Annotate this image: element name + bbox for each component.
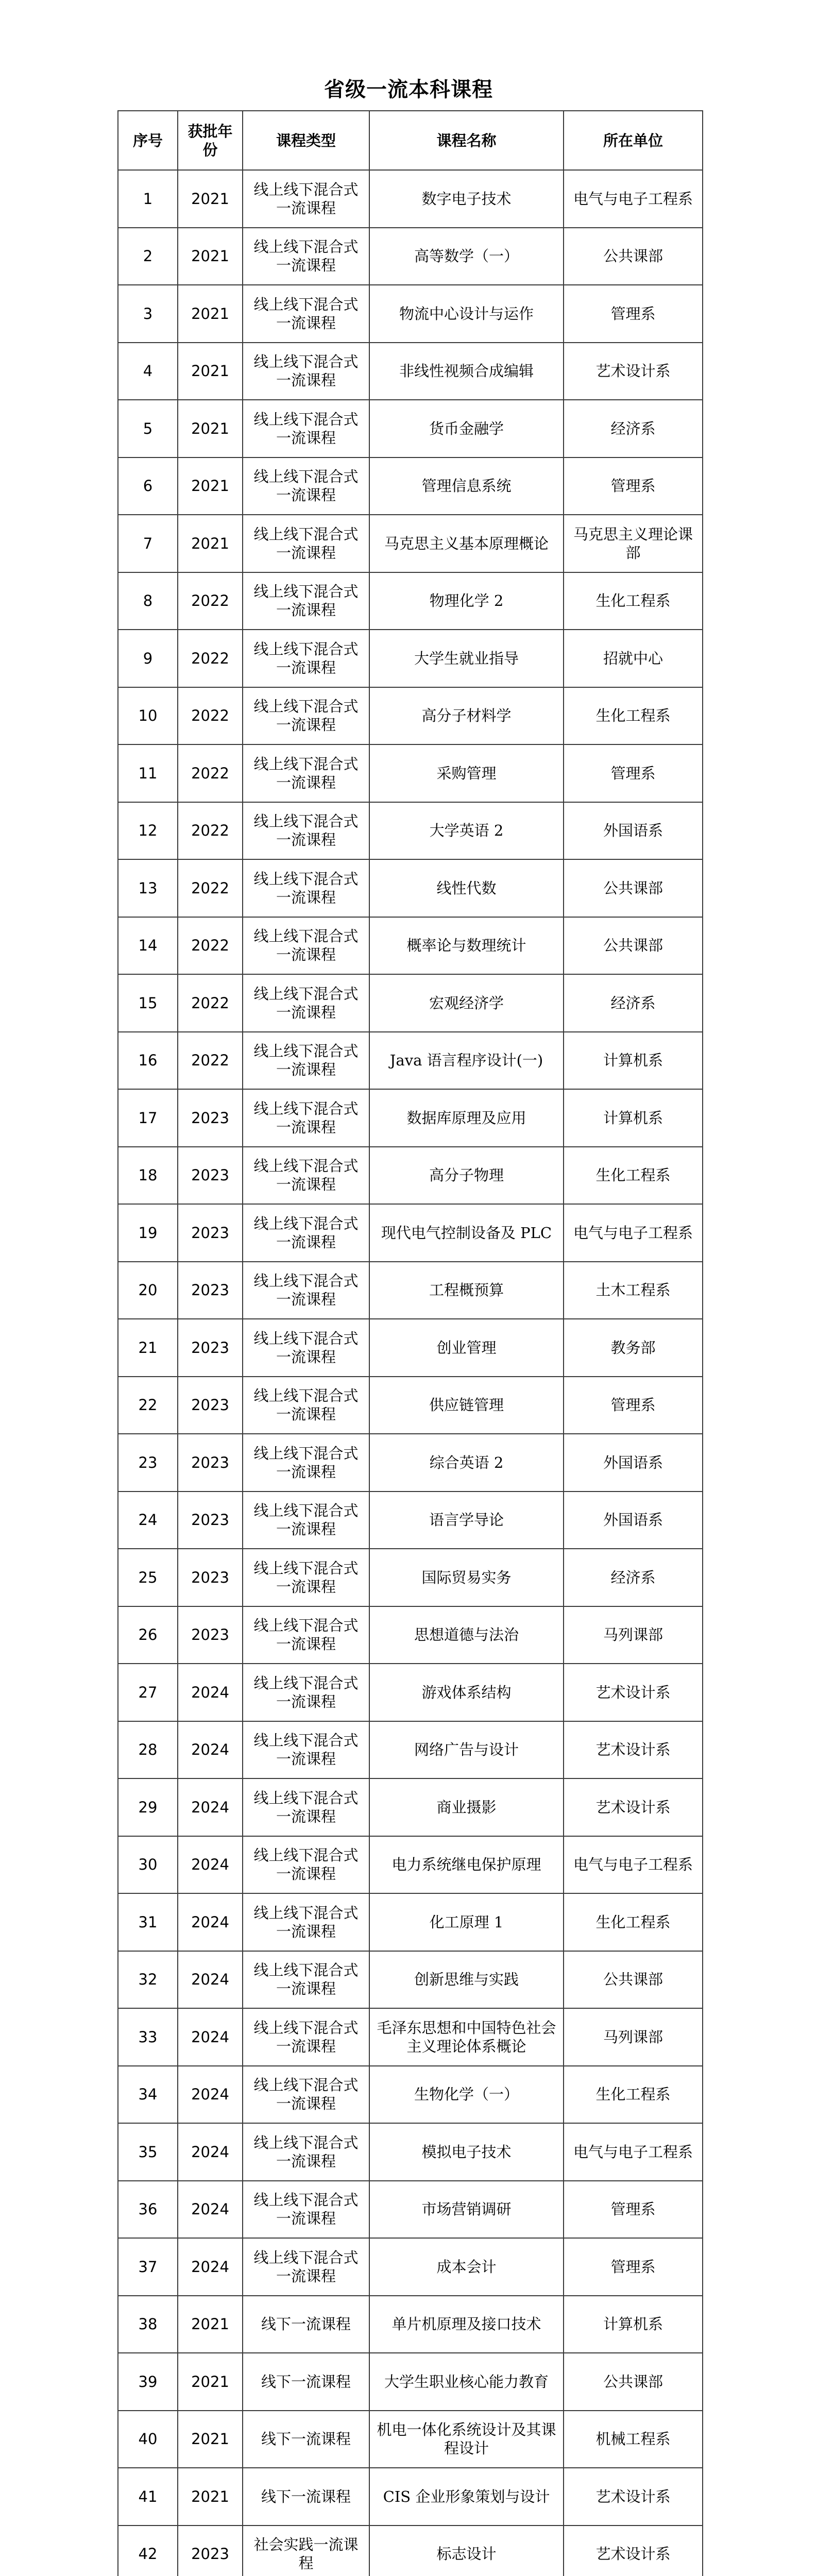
table-row xyxy=(118,802,703,860)
cell-year: 2022 xyxy=(178,744,243,802)
cell-department: 经济系 xyxy=(564,400,703,457)
cell-department: 计算机系 xyxy=(564,1032,703,1090)
cell-course-name: 高等数学（一） xyxy=(369,228,564,285)
cell-department: 管理系 xyxy=(564,1377,703,1434)
cell-course-name: 模拟电子技术 xyxy=(369,2123,564,2181)
cell-department: 公共课部 xyxy=(564,228,703,285)
cell-course-type: 线上线下混合式一流课程 xyxy=(243,1319,369,1377)
table-row xyxy=(118,1204,703,1262)
cell-course-type: 线上线下混合式一流课程 xyxy=(243,1721,369,1779)
cell-course-type: 线上线下混合式一流课程 xyxy=(243,1893,369,1951)
cell-course-name: 毛泽东思想和中国特色社会主义理论体系概论 xyxy=(369,2008,564,2066)
cell-year: 2024 xyxy=(178,1951,243,2009)
cell-course-name: 生物化学（一） xyxy=(369,2066,564,2124)
cell-index: 12 xyxy=(118,802,178,860)
cell-course-name: 电力系统继电保护原理 xyxy=(369,1836,564,1894)
table-row xyxy=(118,2238,703,2296)
cell-index: 39 xyxy=(118,2353,178,2411)
cell-index: 24 xyxy=(118,1492,178,1549)
cell-department: 计算机系 xyxy=(564,1089,703,1147)
cell-course-name: 网络广告与设计 xyxy=(369,1721,564,1779)
cell-year: 2023 xyxy=(178,1089,243,1147)
cell-year: 2022 xyxy=(178,630,243,687)
cell-course-name: 创业管理 xyxy=(369,1319,564,1377)
cell-department: 外国语系 xyxy=(564,1434,703,1492)
cell-department: 马克思主义理论课部 xyxy=(564,515,703,572)
table-row xyxy=(118,630,703,687)
cell-department: 公共课部 xyxy=(564,917,703,975)
cell-year: 2022 xyxy=(178,572,243,630)
cell-index: 17 xyxy=(118,1089,178,1147)
cell-year: 2024 xyxy=(178,1836,243,1894)
header-department: 所在单位 xyxy=(564,111,703,170)
table-row xyxy=(118,1492,703,1549)
table-row xyxy=(118,1606,703,1664)
cell-course-name: 马克思主义基本原理概论 xyxy=(369,515,564,572)
cell-course-name: 高分子物理 xyxy=(369,1147,564,1205)
cell-year: 2021 xyxy=(178,400,243,457)
cell-course-type: 线上线下混合式一流课程 xyxy=(243,1836,369,1894)
cell-department: 艺术设计系 xyxy=(564,2526,703,2576)
cell-department: 电气与电子工程系 xyxy=(564,170,703,228)
table-row xyxy=(118,2008,703,2066)
cell-course-name: 物流中心设计与运作 xyxy=(369,285,564,343)
cell-department: 经济系 xyxy=(564,974,703,1032)
table-row xyxy=(118,170,703,228)
table-row xyxy=(118,2411,703,2468)
cell-year: 2021 xyxy=(178,228,243,285)
cell-department: 招就中心 xyxy=(564,630,703,687)
cell-index: 35 xyxy=(118,2123,178,2181)
cell-course-type: 社会实践一流课程 xyxy=(243,2526,369,2576)
cell-department: 教务部 xyxy=(564,1319,703,1377)
cell-course-name: 线性代数 xyxy=(369,859,564,917)
cell-year: 2021 xyxy=(178,2353,243,2411)
cell-year: 2024 xyxy=(178,2008,243,2066)
cell-year: 2023 xyxy=(178,1377,243,1434)
cell-index: 5 xyxy=(118,400,178,457)
cell-year: 2022 xyxy=(178,917,243,975)
table-row xyxy=(118,2468,703,2526)
cell-index: 22 xyxy=(118,1377,178,1434)
cell-course-name: 标志设计 xyxy=(369,2526,564,2576)
table-row xyxy=(118,343,703,400)
cell-course-type: 线下一流课程 xyxy=(243,2411,369,2468)
table-row xyxy=(118,1778,703,1836)
header-course-name: 课程名称 xyxy=(369,111,564,170)
cell-course-name: 高分子材料学 xyxy=(369,687,564,745)
cell-course-type: 线上线下混合式一流课程 xyxy=(243,2123,369,2181)
header-course-type: 课程类型 xyxy=(243,111,369,170)
cell-course-type: 线下一流课程 xyxy=(243,2296,369,2353)
cell-year: 2021 xyxy=(178,170,243,228)
cell-course-type: 线上线下混合式一流课程 xyxy=(243,400,369,457)
cell-department: 机械工程系 xyxy=(564,2411,703,2468)
cell-index: 11 xyxy=(118,744,178,802)
cell-course-name: 语言学导论 xyxy=(369,1492,564,1549)
table-row xyxy=(118,572,703,630)
cell-department: 计算机系 xyxy=(564,2296,703,2353)
cell-department: 经济系 xyxy=(564,1549,703,1606)
cell-course-type: 线上线下混合式一流课程 xyxy=(243,1262,369,1319)
cell-index: 10 xyxy=(118,687,178,745)
cell-course-type: 线上线下混合式一流课程 xyxy=(243,1606,369,1664)
table-row xyxy=(118,687,703,745)
cell-course-type: 线上线下混合式一流课程 xyxy=(243,515,369,572)
cell-department: 艺术设计系 xyxy=(564,343,703,400)
cell-course-name: Java 语言程序设计(一) xyxy=(369,1032,564,1090)
cell-year: 2024 xyxy=(178,2123,243,2181)
cell-course-type: 线上线下混合式一流课程 xyxy=(243,343,369,400)
cell-course-type: 线上线下混合式一流课程 xyxy=(243,1664,369,1721)
cell-course-type: 线上线下混合式一流课程 xyxy=(243,974,369,1032)
table-row xyxy=(118,400,703,457)
cell-course-name: 大学英语 2 xyxy=(369,802,564,860)
cell-index: 30 xyxy=(118,1836,178,1894)
cell-year: 2022 xyxy=(178,859,243,917)
table-row xyxy=(118,2526,703,2576)
table-row xyxy=(118,2066,703,2124)
cell-department: 外国语系 xyxy=(564,1492,703,1549)
cell-year: 2022 xyxy=(178,687,243,745)
cell-year: 2024 xyxy=(178,2238,243,2296)
cell-year: 2024 xyxy=(178,1893,243,1951)
cell-index: 7 xyxy=(118,515,178,572)
table-row xyxy=(118,917,703,975)
first-class-courses-table xyxy=(117,110,703,2576)
table-row xyxy=(118,2353,703,2411)
cell-year: 2023 xyxy=(178,1147,243,1205)
cell-index: 16 xyxy=(118,1032,178,1090)
cell-index: 2 xyxy=(118,228,178,285)
cell-year: 2021 xyxy=(178,2296,243,2353)
cell-index: 19 xyxy=(118,1204,178,1262)
header-year: 获批年份 xyxy=(178,111,243,170)
cell-course-name: 单片机原理及接口技术 xyxy=(369,2296,564,2353)
cell-year: 2021 xyxy=(178,2411,243,2468)
table-row xyxy=(118,228,703,285)
cell-course-name: 数字电子技术 xyxy=(369,170,564,228)
cell-course-type: 线上线下混合式一流课程 xyxy=(243,744,369,802)
cell-course-type: 线上线下混合式一流课程 xyxy=(243,572,369,630)
cell-course-name: 概率论与数理统计 xyxy=(369,917,564,975)
cell-department: 艺术设计系 xyxy=(564,1778,703,1836)
cell-year: 2021 xyxy=(178,285,243,343)
cell-course-type: 线上线下混合式一流课程 xyxy=(243,1778,369,1836)
cell-course-name: 管理信息系统 xyxy=(369,457,564,515)
cell-course-name: 数据库原理及应用 xyxy=(369,1089,564,1147)
cell-index: 37 xyxy=(118,2238,178,2296)
table-row xyxy=(118,457,703,515)
cell-index: 31 xyxy=(118,1893,178,1951)
cell-index: 28 xyxy=(118,1721,178,1779)
cell-course-name: 游戏体系结构 xyxy=(369,1664,564,1721)
table-row xyxy=(118,974,703,1032)
cell-course-name: 供应链管理 xyxy=(369,1377,564,1434)
cell-course-type: 线上线下混合式一流课程 xyxy=(243,1089,369,1147)
cell-course-type: 线上线下混合式一流课程 xyxy=(243,1377,369,1434)
header-index: 序号 xyxy=(118,111,178,170)
cell-course-type: 线上线下混合式一流课程 xyxy=(243,457,369,515)
cell-course-type: 线上线下混合式一流课程 xyxy=(243,170,369,228)
table-row xyxy=(118,1549,703,1606)
cell-department: 管理系 xyxy=(564,744,703,802)
cell-course-type: 线上线下混合式一流课程 xyxy=(243,917,369,975)
table-row xyxy=(118,1664,703,1721)
cell-course-name: 成本会计 xyxy=(369,2238,564,2296)
cell-course-name: 机电一体化系统设计及其课程设计 xyxy=(369,2411,564,2468)
table-row xyxy=(118,1893,703,1951)
cell-course-type: 线上线下混合式一流课程 xyxy=(243,1434,369,1492)
table-row xyxy=(118,1319,703,1377)
cell-year: 2023 xyxy=(178,2526,243,2576)
table-row xyxy=(118,285,703,343)
table-row xyxy=(118,2181,703,2239)
cell-index: 26 xyxy=(118,1606,178,1664)
cell-department: 艺术设计系 xyxy=(564,2468,703,2526)
cell-course-type: 线上线下混合式一流课程 xyxy=(243,1147,369,1205)
cell-course-name: 非线性视频合成编辑 xyxy=(369,343,564,400)
cell-course-type: 线上线下混合式一流课程 xyxy=(243,1951,369,2009)
cell-year: 2024 xyxy=(178,2181,243,2239)
cell-course-type: 线上线下混合式一流课程 xyxy=(243,1032,369,1090)
table-row xyxy=(118,1377,703,1434)
cell-year: 2021 xyxy=(178,343,243,400)
cell-year: 2023 xyxy=(178,1262,243,1319)
cell-year: 2023 xyxy=(178,1204,243,1262)
table-row xyxy=(118,1434,703,1492)
cell-index: 1 xyxy=(118,170,178,228)
cell-course-name: 创新思维与实践 xyxy=(369,1951,564,2009)
cell-index: 15 xyxy=(118,974,178,1032)
cell-course-type: 线上线下混合式一流课程 xyxy=(243,285,369,343)
cell-course-type: 线上线下混合式一流课程 xyxy=(243,859,369,917)
cell-year: 2023 xyxy=(178,1492,243,1549)
cell-course-type: 线上线下混合式一流课程 xyxy=(243,1549,369,1606)
cell-index: 23 xyxy=(118,1434,178,1492)
cell-course-type: 线上线下混合式一流课程 xyxy=(243,687,369,745)
cell-course-name: 现代电气控制设备及 PLC xyxy=(369,1204,564,1262)
cell-year: 2021 xyxy=(178,2468,243,2526)
table-row xyxy=(118,515,703,572)
cell-course-name: 化工原理 1 xyxy=(369,1893,564,1951)
cell-course-name: 物理化学 2 xyxy=(369,572,564,630)
table-row xyxy=(118,1147,703,1205)
cell-course-name: 商业摄影 xyxy=(369,1778,564,1836)
cell-course-name: 大学生职业核心能力教育 xyxy=(369,2353,564,2411)
cell-year: 2024 xyxy=(178,1721,243,1779)
cell-year: 2023 xyxy=(178,1434,243,1492)
cell-course-name: 综合英语 2 xyxy=(369,1434,564,1492)
cell-department: 艺术设计系 xyxy=(564,1721,703,1779)
cell-index: 6 xyxy=(118,457,178,515)
cell-course-type: 线上线下混合式一流课程 xyxy=(243,2008,369,2066)
cell-course-name: 大学生就业指导 xyxy=(369,630,564,687)
section1-title: 省级一流本科课程 xyxy=(324,77,493,101)
table-row xyxy=(118,1262,703,1319)
cell-department: 电气与电子工程系 xyxy=(564,1204,703,1262)
cell-course-name: 国际贸易实务 xyxy=(369,1549,564,1606)
cell-department: 公共课部 xyxy=(564,859,703,917)
cell-index: 41 xyxy=(118,2468,178,2526)
cell-index: 4 xyxy=(118,343,178,400)
cell-index: 21 xyxy=(118,1319,178,1377)
cell-course-name: 宏观经济学 xyxy=(369,974,564,1032)
cell-department: 管理系 xyxy=(564,2181,703,2239)
cell-year: 2022 xyxy=(178,1032,243,1090)
cell-course-name: 采购管理 xyxy=(369,744,564,802)
table-row xyxy=(118,1089,703,1147)
cell-index: 8 xyxy=(118,572,178,630)
table-row xyxy=(118,1032,703,1090)
cell-year: 2023 xyxy=(178,1319,243,1377)
cell-department: 马列课部 xyxy=(564,1606,703,1664)
cell-index: 42 xyxy=(118,2526,178,2576)
table-row xyxy=(118,744,703,802)
table-header-row xyxy=(118,111,703,170)
cell-year: 2023 xyxy=(178,1549,243,1606)
cell-course-name: 市场营销调研 xyxy=(369,2181,564,2239)
cell-index: 27 xyxy=(118,1664,178,1721)
table-row xyxy=(118,1836,703,1894)
table-row xyxy=(118,2296,703,2353)
cell-department: 管理系 xyxy=(564,2238,703,2296)
cell-department: 生化工程系 xyxy=(564,572,703,630)
cell-index: 40 xyxy=(118,2411,178,2468)
table-row xyxy=(118,1951,703,2009)
table-row xyxy=(118,2123,703,2181)
cell-index: 32 xyxy=(118,1951,178,2009)
cell-course-type: 线下一流课程 xyxy=(243,2468,369,2526)
table-row xyxy=(118,1721,703,1779)
cell-department: 电气与电子工程系 xyxy=(564,1836,703,1894)
cell-index: 38 xyxy=(118,2296,178,2353)
cell-index: 36 xyxy=(118,2181,178,2239)
cell-department: 公共课部 xyxy=(564,2353,703,2411)
cell-index: 33 xyxy=(118,2008,178,2066)
cell-course-type: 线上线下混合式一流课程 xyxy=(243,1204,369,1262)
cell-department: 管理系 xyxy=(564,457,703,515)
cell-course-type: 线上线下混合式一流课程 xyxy=(243,630,369,687)
cell-department: 生化工程系 xyxy=(564,1147,703,1205)
cell-department: 生化工程系 xyxy=(564,1893,703,1951)
cell-year: 2024 xyxy=(178,2066,243,2124)
cell-course-type: 线上线下混合式一流课程 xyxy=(243,228,369,285)
cell-index: 29 xyxy=(118,1778,178,1836)
cell-department: 生化工程系 xyxy=(564,2066,703,2124)
cell-index: 34 xyxy=(118,2066,178,2124)
cell-course-name: CIS 企业形象策划与设计 xyxy=(369,2468,564,2526)
cell-year: 2022 xyxy=(178,974,243,1032)
cell-department: 电气与电子工程系 xyxy=(564,2123,703,2181)
table-row xyxy=(118,859,703,917)
cell-course-type: 线上线下混合式一流课程 xyxy=(243,2181,369,2239)
cell-course-name: 工程概预算 xyxy=(369,1262,564,1319)
cell-department: 马列课部 xyxy=(564,2008,703,2066)
cell-year: 2024 xyxy=(178,1778,243,1836)
cell-index: 9 xyxy=(118,630,178,687)
cell-department: 艺术设计系 xyxy=(564,1664,703,1721)
cell-year: 2022 xyxy=(178,802,243,860)
cell-index: 3 xyxy=(118,285,178,343)
cell-course-name: 思想道德与法治 xyxy=(369,1606,564,1664)
cell-index: 13 xyxy=(118,859,178,917)
cell-course-type: 线上线下混合式一流课程 xyxy=(243,2066,369,2124)
cell-department: 管理系 xyxy=(564,285,703,343)
cell-year: 2023 xyxy=(178,1606,243,1664)
cell-course-type: 线上线下混合式一流课程 xyxy=(243,1492,369,1549)
cell-index: 25 xyxy=(118,1549,178,1606)
cell-department: 生化工程系 xyxy=(564,687,703,745)
cell-course-name: 货币金融学 xyxy=(369,400,564,457)
cell-year: 2021 xyxy=(178,457,243,515)
cell-year: 2024 xyxy=(178,1664,243,1721)
cell-course-type: 线上线下混合式一流课程 xyxy=(243,802,369,860)
cell-course-type: 线上线下混合式一流课程 xyxy=(243,2238,369,2296)
cell-department: 公共课部 xyxy=(564,1951,703,2009)
cell-year: 2021 xyxy=(178,515,243,572)
cell-index: 20 xyxy=(118,1262,178,1319)
cell-index: 18 xyxy=(118,1147,178,1205)
cell-department: 外国语系 xyxy=(564,802,703,860)
cell-department: 土木工程系 xyxy=(564,1262,703,1319)
cell-course-type: 线下一流课程 xyxy=(243,2353,369,2411)
cell-index: 14 xyxy=(118,917,178,975)
